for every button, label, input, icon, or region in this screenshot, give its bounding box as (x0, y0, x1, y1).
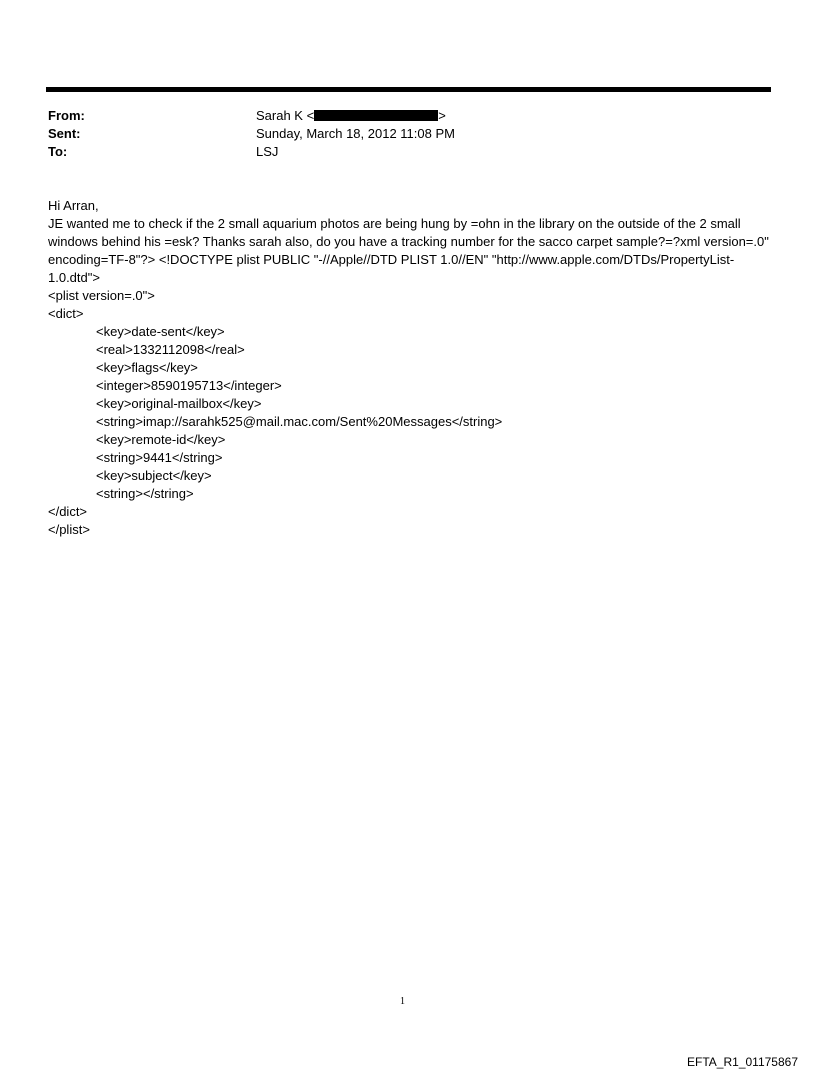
plist-line: <integer>8590195713</integer> (96, 378, 282, 393)
dict-close: </dict> (48, 504, 88, 519)
plist-line: <string></string> (96, 486, 194, 501)
to-value: LSJ (256, 144, 279, 159)
plist-open: <plist version=.0"> (48, 288, 155, 303)
plist-line: <string>9441</string> (96, 450, 223, 465)
email-body (48, 197, 773, 539)
from-value (256, 107, 446, 125)
plist-line: <key>remote-id</key> (96, 432, 226, 447)
redaction-block (314, 110, 438, 121)
plist-close: </plist> (48, 522, 90, 537)
header-divider (46, 87, 771, 92)
plist-line: <string>imap://sarahk525@mail.mac.com/Sent%20Messages</string> (96, 414, 503, 429)
plist-line: <key>subject</key> (96, 468, 212, 483)
sent-row (48, 125, 768, 143)
from-close-bracket: > (438, 108, 446, 123)
sent-value: Sunday, March 18, 2012 11:08 PM (256, 126, 455, 141)
plist-line: <key>date-sent</key> (96, 324, 225, 339)
plist-line: <key>flags</key> (96, 360, 198, 375)
to-row (48, 143, 768, 161)
from-label: From: (48, 108, 85, 123)
from-name: Sarah K < (256, 108, 315, 123)
email-header (48, 107, 768, 161)
dict-open: <dict> (48, 306, 84, 321)
document-id: EFTA_R1_01175867 (687, 1055, 798, 1069)
greeting: Hi Arran, (48, 198, 99, 213)
page-number: 1 (400, 996, 405, 1007)
sent-label: Sent: (48, 126, 81, 141)
to-label: To: (48, 144, 68, 159)
message-text: JE wanted me to check if the 2 small aquarium photos are being hung by =ohn in the library on the outside of the 2 small windows behind his =esk? Thanks sarah also, do you have a tracking number for the sacco carpet sample?=?xml version=.0" encoding=TF-8"?> <!DOCTYPE plist PUBLIC "-//Apple//DTD PLIST 1.0//EN" "http://www.apple.com/DTDs/PropertyList-1.0.dtd"> (48, 216, 773, 285)
plist-line: <key>original-mailbox</key> (96, 396, 262, 411)
plist-line: <real>1332112098</real> (96, 342, 245, 357)
from-row (48, 107, 768, 125)
